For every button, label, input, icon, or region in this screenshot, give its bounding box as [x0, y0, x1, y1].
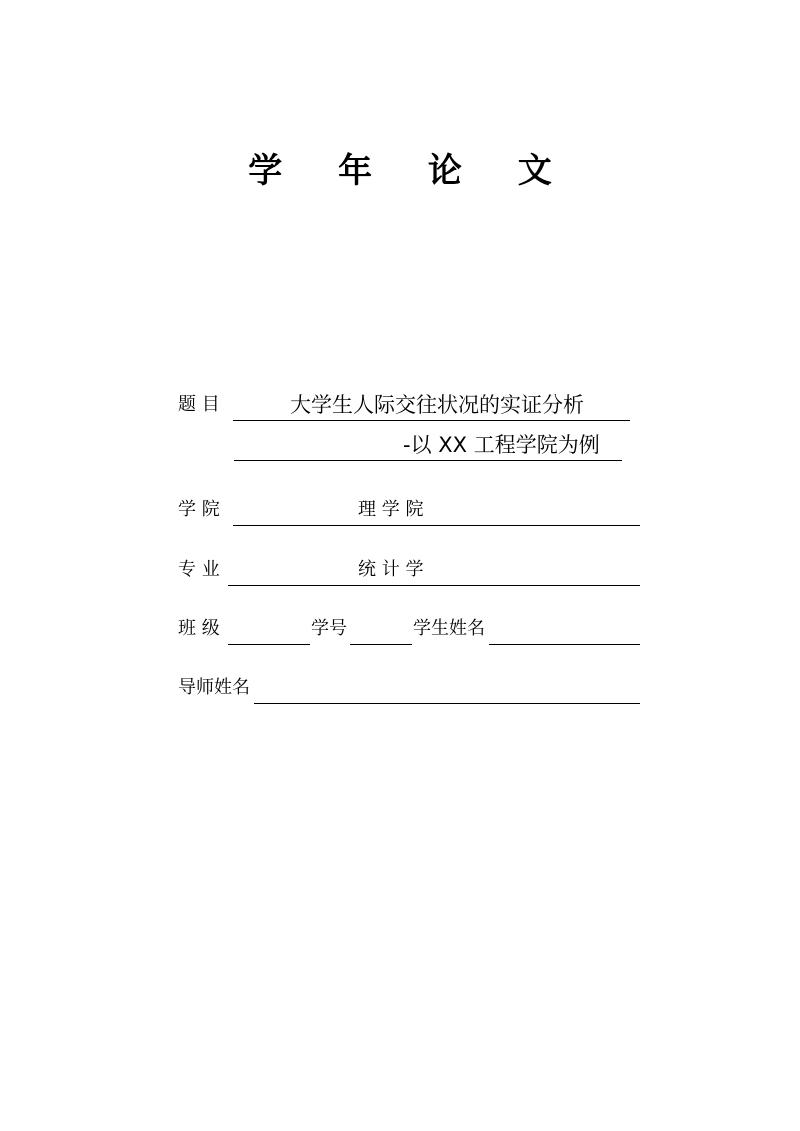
major-row: [178, 553, 640, 587]
college-field[interactable]: [233, 493, 640, 526]
student-name-label: 学生姓名: [413, 618, 485, 639]
student-id-field[interactable]: [350, 612, 412, 645]
college-row: [178, 493, 640, 527]
topic-line-1-text: 大学生人际交往状况的实证分析: [290, 393, 584, 417]
advisor-label: 导师姓名: [178, 677, 250, 698]
document-title: 学 年 论 文: [248, 151, 574, 191]
advisor-field[interactable]: [254, 671, 640, 704]
class-field[interactable]: [228, 612, 310, 645]
class-label: 班 级: [178, 618, 220, 639]
major-label: 专 业: [178, 559, 220, 580]
student-id-label: 学号: [311, 618, 347, 639]
topic-label: 题 目: [178, 394, 220, 415]
major-field[interactable]: [228, 553, 640, 586]
college-label: 学 院: [178, 499, 220, 520]
advisor-row: [178, 671, 640, 705]
major-value: 统 计 学: [358, 559, 424, 580]
class-id-name-row: [178, 612, 640, 646]
college-value: 理 学 院: [358, 499, 424, 520]
topic-line-2-text: -以 XX 工程学院为例: [403, 433, 600, 457]
student-name-field[interactable]: [489, 612, 640, 645]
topic-row-2: [178, 428, 640, 462]
topic-row: [178, 388, 640, 422]
